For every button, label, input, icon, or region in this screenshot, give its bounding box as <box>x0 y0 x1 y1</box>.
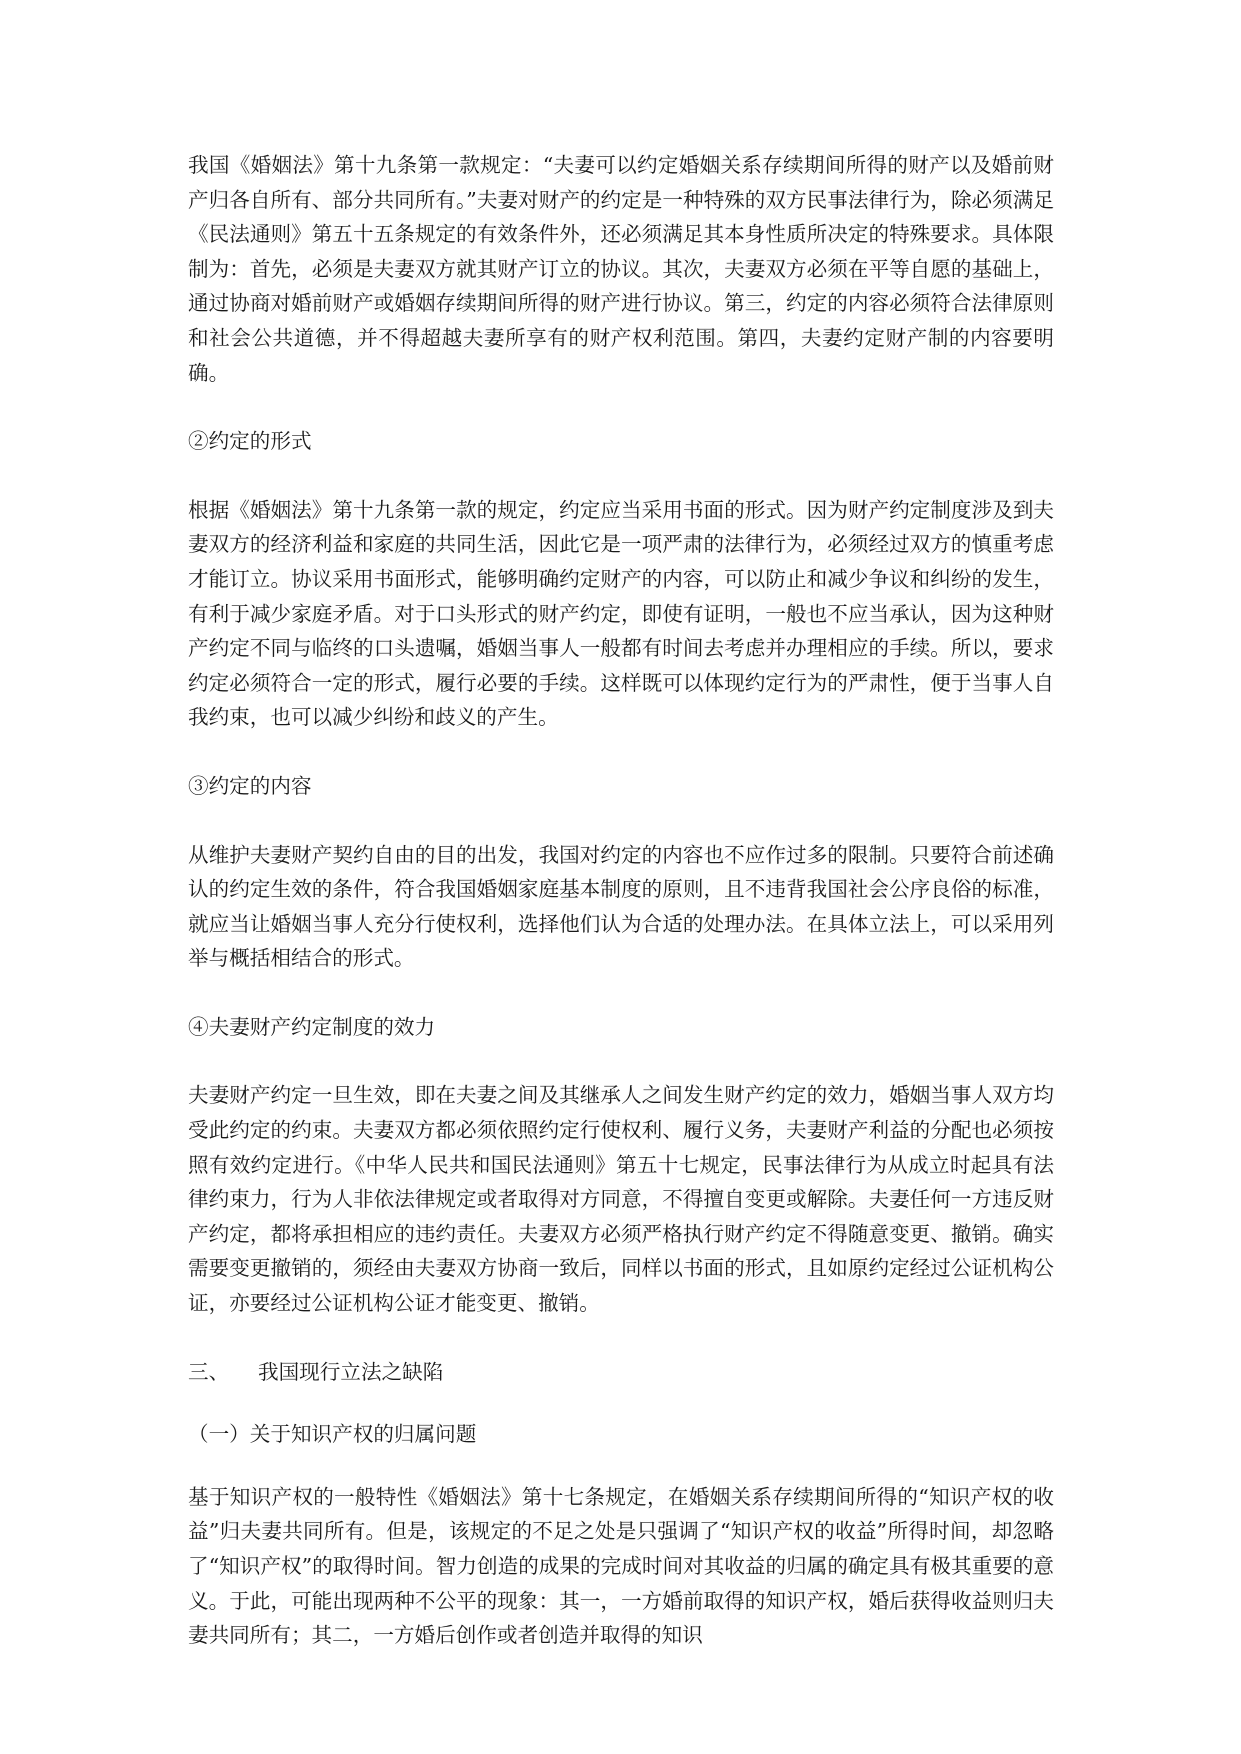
paragraph-agreement-limits: 我国《婚姻法》第十九条第一款规定：“夫妻可以约定婚姻关系存续期间所得的财产以及婚前财产归各自所有、部分共同所有。”夫妻对财产的约定是一种特殊的双方民事法律行为，除必须满足《民法通则》第五十五条规定的有效条件外，还必须满足其本身性质所决定的特殊要求。具体限制为：首先，必须是夫妻双方就其财产订立的协议。其次，夫妻双方必须在平等自愿的基础上，通过协商对婚前财产或婚姻存续期间所得的财产进行协议。第三，约定的内容必须符合法律原则和社会公共道德，并不得超越夫妻所享有的财产权利范围。第四，夫妻约定财产制的内容要明确。 <box>188 153 1054 385</box>
heading-agreement-content: ③约定的内容 <box>188 773 312 798</box>
paragraph-agreement-content: 从维护夫妻财产契约自由的目的出发，我国对约定的内容也不应作过多的限制。只要符合前述确认的约定生效的条件，符合我国婚姻家庭基本制度的原则，且不违背我国社会公序良俗的标准，就应当让婚姻当事人充分行使权利，选择他们认为合适的处理办法。在具体立法上，可以采用列举与概括相结合的形式。 <box>188 842 1054 971</box>
section-heading-legislative-defects <box>188 1355 1054 1390</box>
spacer <box>188 735 1054 769</box>
spacer <box>188 459 1054 493</box>
spacer <box>188 390 1054 424</box>
paragraph-ip-ownership: 基于知识产权的一般特性《婚姻法》第十七条规定，在婚姻关系存续期间所得的“知识产权的收益”归夫妻共同所有。但是，该规定的不足之处是只强调了“知识产权的收益”所得时间，却忽略了“知识产权”的取得时间。智力创造的成果的完成时间对其收益的归属的确定具有极其重要的意义。于此，可能出现两种不公平的现象：其一，一方婚前取得的知识产权，婚后获得收益则归夫妻共同所有；其二，一方婚后创作或者创造并取得的知识 <box>188 1484 1054 1648</box>
spacer <box>188 804 1054 838</box>
spacer <box>188 1389 1054 1417</box>
spacer <box>188 976 1054 1010</box>
paragraph-agreement-form: 根据《婚姻法》第十九条第一款的规定，约定应当采用书面的形式。因为财产约定制度涉及到夫妻双方的经济利益和家庭的共同生活，因此它是一项严肃的法律行为，必须经过双方的慎重考虑才能订立。协议采用书面形式，能够明确约定财产的内容，可以防止和减少争议和纠纷的发生，有利于减少家庭矛盾。对于口头形式的财产约定，即使有证明，一般也不应当承认，因为这种财产约定不同与临终的口头遗嘱，婚姻当事人一般都有时间去考虑并办理相应的手续。所以，要求约定必须符合一定的形式，履行必要的手续。这样既可以体现约定行为的严肃性，便于当事人自我约束，也可以减少纠纷和歧义的产生。 <box>188 497 1054 730</box>
spacer <box>188 1044 1054 1078</box>
section-title: 我国现行立法之缺陷 <box>258 1359 444 1384</box>
section-number: 三、 <box>188 1359 230 1384</box>
heading-agreement-effect: ④夫妻财产约定制度的效力 <box>188 1014 436 1039</box>
subsection-heading-ip-ownership: （一）关于知识产权的归属问题 <box>188 1422 477 1447</box>
heading-agreement-form: ②约定的形式 <box>188 429 312 454</box>
paragraph-agreement-effect: 夫妻财产约定一旦生效，即在夫妻之间及其继承人之间发生财产约定的效力，婚姻当事人双方均受此约定的约束。夫妻双方都必须依照约定行使权利、履行义务，夫妻财产利益的分配也必须按照有效约定进行。《中华人民共和国民法通则》第五十七规定，民事法律行为从成立时起具有法律约束力，行为人非依法律规定或者取得对方同意，不得擅自变更或解除。夫妻任何一方违反财产约定，都将承担相应的违约责任。夫妻双方必须严格执行财产约定不得随意变更、撤销。确实需要变更撤销的，须经由夫妻双方协商一致后，同样以书面的形式，且如原约定经过公证机构公证，亦要经过公证机构公证才能变更、撤销。 <box>188 1083 1054 1316</box>
spacer <box>188 1452 1054 1480</box>
document-page <box>188 148 1054 1653</box>
spacer <box>188 1321 1054 1355</box>
